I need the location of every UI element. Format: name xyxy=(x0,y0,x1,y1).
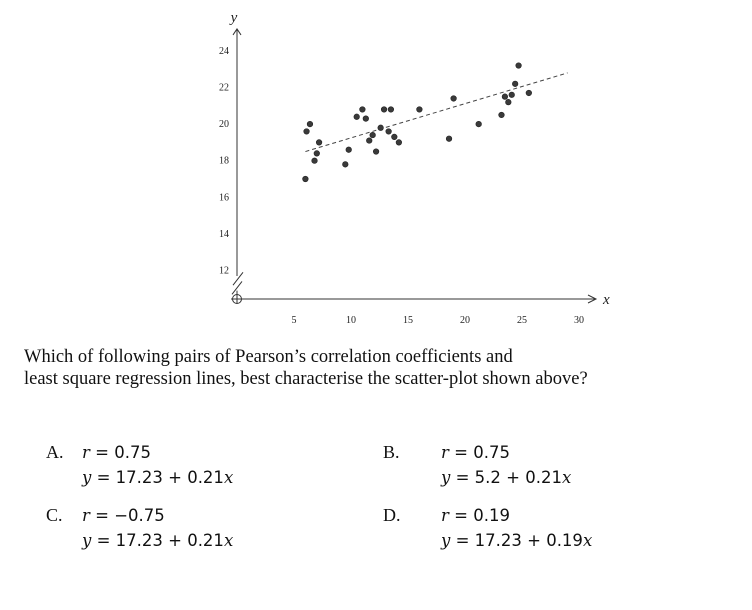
tick-labels xyxy=(219,46,584,326)
x-tick-label: 5 xyxy=(291,315,297,326)
data-point xyxy=(499,112,505,118)
x-tick-label: 10 xyxy=(346,315,356,326)
option-letter: D. xyxy=(383,505,401,525)
question-line-2: least square regression lines, best characterise the scatter-plot shown above? xyxy=(24,369,588,389)
y-tick-label: 24 xyxy=(219,45,229,57)
data-point xyxy=(476,121,482,127)
option-formula: r = 0.75 y = 5.2 + 0.21x xyxy=(441,443,572,487)
data-point xyxy=(506,99,512,105)
data-point xyxy=(312,158,318,164)
data-point xyxy=(304,129,310,135)
data-point xyxy=(509,92,515,98)
option-letter: A. xyxy=(46,442,64,462)
axes xyxy=(229,10,610,308)
option-letter: B. xyxy=(383,442,400,462)
data-point xyxy=(314,151,320,157)
x-tick-label: 25 xyxy=(517,315,527,326)
question-line-1: Which of following pairs of Pearson’s correlation coefficients and xyxy=(24,347,513,367)
y-tick-label: 12 xyxy=(219,265,229,277)
data-point xyxy=(343,162,349,168)
data-point xyxy=(346,147,352,153)
data-point xyxy=(386,129,392,135)
x-axis-label: x xyxy=(603,292,610,308)
data-point xyxy=(303,176,309,182)
data-point xyxy=(396,140,402,146)
option-formula: r = −0.75 y = 17.23 + 0.21x xyxy=(82,506,234,550)
option-formula: r = 0.19 y = 17.23 + 0.19x xyxy=(441,506,593,550)
data-point xyxy=(451,96,457,102)
y-axis-label: y xyxy=(230,9,238,26)
data-point xyxy=(417,107,423,113)
trend-line xyxy=(305,73,567,152)
data-point xyxy=(516,63,522,69)
option-letter: C. xyxy=(46,505,63,525)
question-text xyxy=(24,346,724,390)
data-point xyxy=(392,134,398,140)
y-tick-label: 20 xyxy=(219,119,229,131)
data-point xyxy=(360,107,366,113)
y-axis-break xyxy=(233,272,243,285)
data-point xyxy=(526,90,532,96)
y-tick-label: 14 xyxy=(219,228,229,240)
option-formula: r = 0.75 y = 17.23 + 0.21x xyxy=(82,443,234,487)
data-point xyxy=(307,121,313,127)
data-point xyxy=(370,132,376,138)
data-point xyxy=(366,138,372,144)
data-point xyxy=(381,107,387,113)
data-point xyxy=(354,114,360,120)
x-tick-label: 20 xyxy=(460,315,470,326)
y-tick-label: 16 xyxy=(219,192,229,204)
data-point xyxy=(378,125,384,131)
data-point xyxy=(316,140,322,146)
data-point xyxy=(363,116,369,122)
y-tick-label: 22 xyxy=(219,82,229,94)
x-tick-label: 30 xyxy=(574,315,584,326)
data-point xyxy=(502,94,508,100)
data-points xyxy=(303,63,532,182)
y-tick-label: 18 xyxy=(219,155,229,167)
data-point xyxy=(512,81,518,87)
data-point xyxy=(388,107,394,113)
x-tick-label: 15 xyxy=(403,315,413,326)
data-point xyxy=(446,136,452,142)
data-point xyxy=(373,149,379,155)
